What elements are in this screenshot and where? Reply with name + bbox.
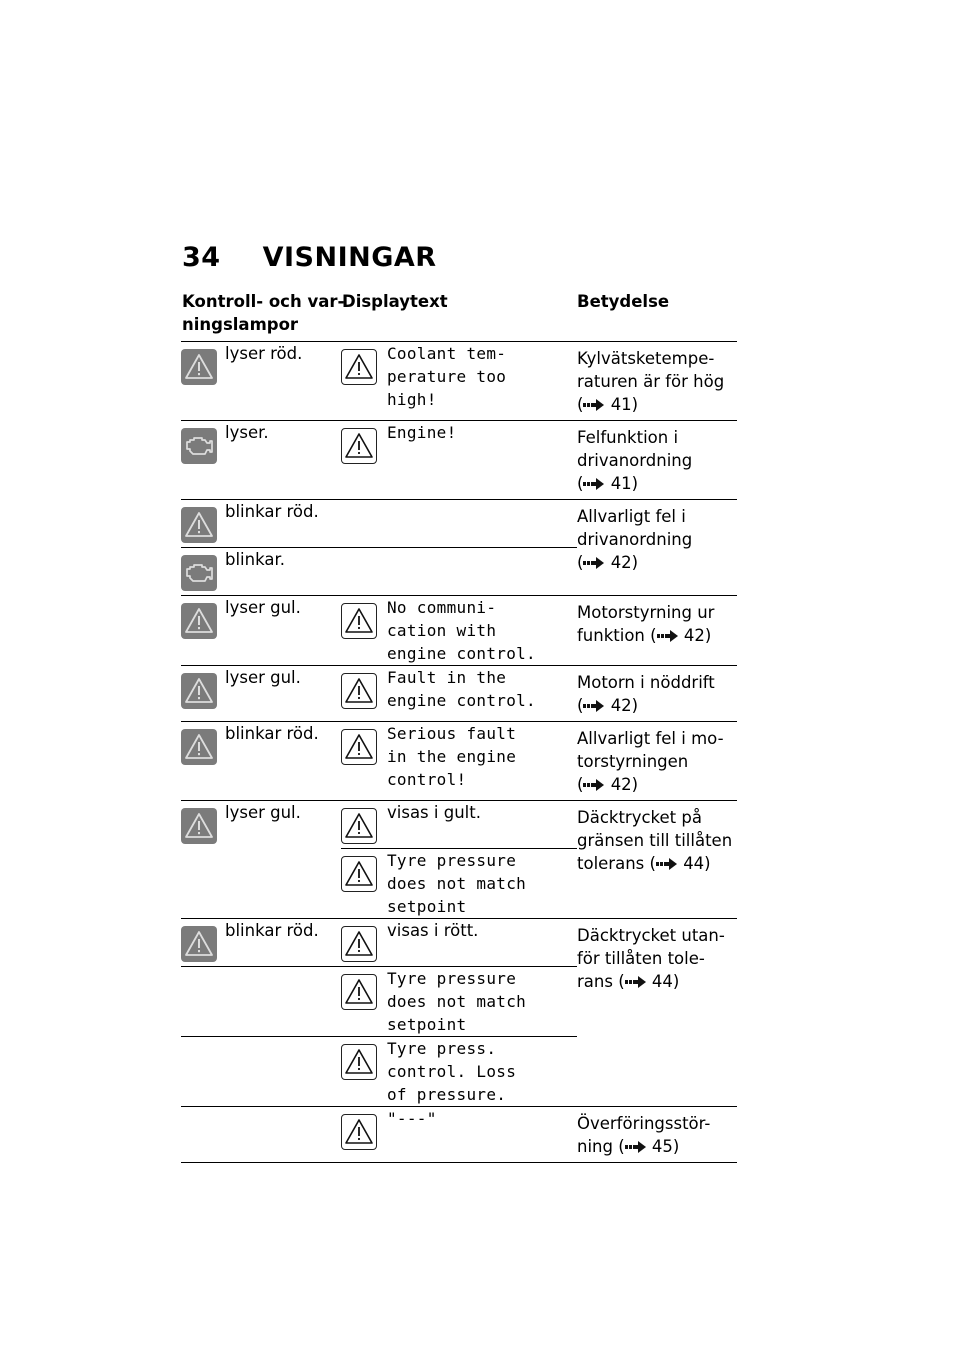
meaning-text: Motorstyrning ur funktion (	[577, 603, 715, 645]
page-title	[182, 242, 437, 273]
meaning-text: Felfunktion i drivanordning (	[577, 428, 693, 493]
page-reference-arrow-icon	[583, 556, 605, 570]
page-reference: 42)	[610, 696, 639, 715]
display-text: visas i gult.	[387, 801, 577, 849]
page-reference-arrow-icon	[656, 857, 678, 871]
engine-icon	[181, 428, 217, 464]
warning-triangle-icon	[341, 926, 377, 962]
meaning-text: Däcktrycket utan- för tillåten tole- rans (	[577, 926, 725, 991]
table-row	[181, 342, 737, 421]
display-text: No communi- cation with engine control.	[387, 596, 577, 666]
display-text: Tyre press. control. Loss of pressure.	[387, 1037, 577, 1107]
table-row	[181, 666, 737, 722]
warning-triangle-icon	[341, 808, 377, 844]
display-text: visas i rött.	[387, 919, 577, 967]
indicator-state: blinkar röd.	[225, 722, 341, 801]
warning-triangle-icon	[181, 673, 217, 709]
warning-triangle-icon	[181, 603, 217, 639]
page-reference-arrow-icon	[583, 477, 605, 491]
warning-triangle-icon	[181, 729, 217, 765]
indicator-state: blinkar.	[225, 548, 341, 596]
warning-triangle-icon	[341, 1114, 377, 1150]
page-reference-arrow-icon	[583, 778, 605, 792]
chapter-title: VISNINGAR	[262, 242, 437, 273]
warning-triangle-icon	[341, 856, 377, 892]
indicator-state: lyser.	[225, 421, 341, 500]
page-reference: 42)	[610, 775, 639, 794]
page-reference: 44)	[683, 854, 711, 873]
table-row	[181, 722, 737, 801]
indicator-state: blinkar röd.	[225, 500, 341, 548]
meaning-text: Överföringsstör- ning (	[577, 1114, 711, 1156]
meaning-text: Allvarligt fel i mo- torstyrningen (	[577, 729, 724, 794]
page-reference-arrow-icon	[583, 699, 605, 713]
warning-triangle-icon	[341, 729, 377, 765]
indicator-state: lyser gul.	[225, 596, 341, 666]
meaning-text: Kylvätsketempe- raturen är för hög (	[577, 349, 725, 414]
warning-triangle-icon	[341, 428, 377, 464]
display-text: Coolant tem- perature too high!	[387, 344, 507, 409]
table-row	[181, 801, 737, 849]
meaning-text: Motorn i nöddrift (	[577, 673, 715, 715]
display-text: "---"	[387, 1107, 577, 1163]
display-text: Tyre pressure does not match setpoint	[387, 967, 577, 1037]
page-reference: 41)	[610, 474, 639, 493]
table-row	[181, 919, 737, 967]
header-indicator: Kontroll- och var- ningslampor	[182, 292, 345, 334]
warning-triangle-icon	[341, 349, 377, 385]
page-reference-arrow-icon	[657, 629, 679, 643]
warning-triangle-icon	[341, 1044, 377, 1080]
meaning-text: Däcktrycket på gränsen till tillåten tolerans (	[577, 808, 733, 873]
warning-triangle-icon	[181, 808, 217, 844]
page-reference-arrow-icon	[625, 975, 647, 989]
warning-triangle-icon	[341, 673, 377, 709]
page-reference: 42)	[683, 626, 712, 645]
warning-triangle-icon	[341, 974, 377, 1010]
indicator-state: lyser gul.	[225, 666, 341, 722]
table-row	[181, 421, 737, 500]
engine-icon	[181, 555, 217, 591]
warning-triangle-icon	[181, 349, 217, 385]
table-row	[181, 500, 737, 548]
table-row	[181, 596, 737, 666]
display-text: Fault in the engine control.	[387, 666, 577, 722]
page-reference: 45)	[651, 1137, 680, 1156]
indicator-state: blinkar röd.	[225, 919, 341, 967]
table-row	[181, 1107, 737, 1163]
display-text: Serious fault in the engine control!	[387, 722, 577, 801]
warning-triangle-icon	[341, 603, 377, 639]
header-display-text: Displaytext	[342, 292, 448, 311]
warning-triangle-icon	[181, 926, 217, 962]
page-reference-arrow-icon	[625, 1140, 647, 1154]
indicator-state: lyser röd.	[225, 344, 303, 363]
meaning-text: Allvarligt fel i drivanordning (	[577, 507, 693, 572]
warning-triangle-icon	[181, 507, 217, 543]
page-reference-arrow-icon	[583, 398, 605, 412]
page-reference: 44)	[651, 972, 680, 991]
page-reference: 41)	[610, 395, 639, 414]
page-reference: 42)	[610, 553, 639, 572]
header-meaning: Betydelse	[577, 292, 670, 311]
page-number: 34	[182, 242, 221, 273]
display-text: Engine!	[387, 421, 577, 500]
display-text: Tyre pressure does not match setpoint	[387, 849, 577, 919]
indicator-state: lyser gul.	[225, 801, 341, 849]
indicator-table	[181, 341, 737, 1163]
